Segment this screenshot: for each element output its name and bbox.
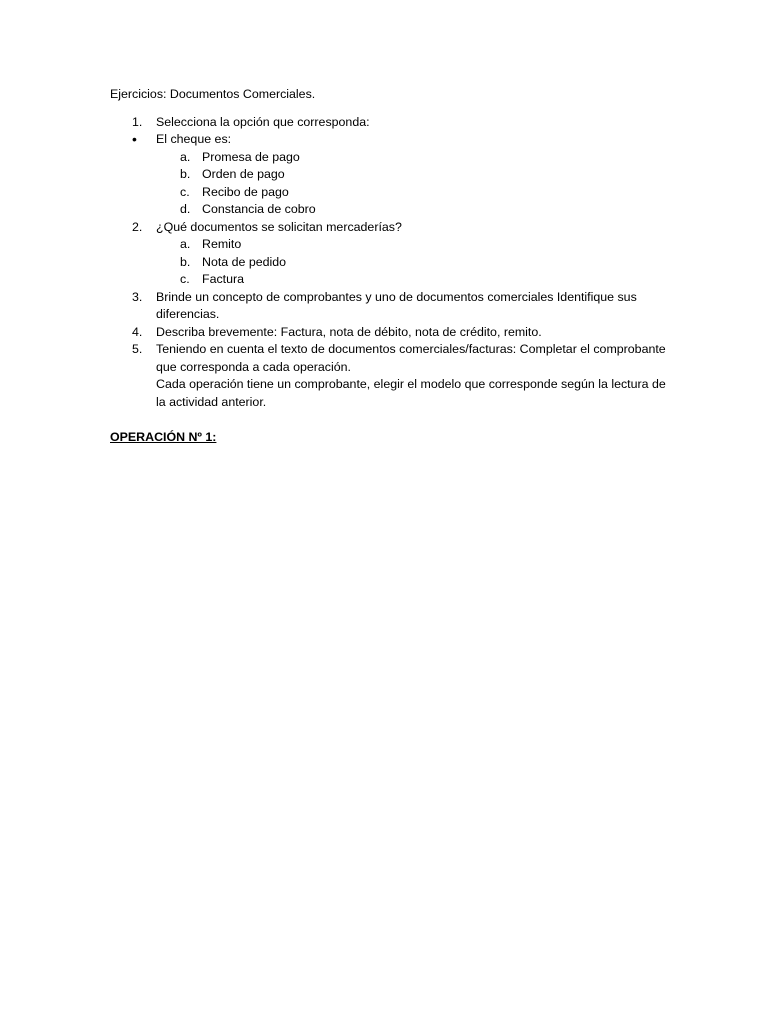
- list-item-text: Remito: [202, 237, 242, 251]
- list-item-text: ¿Qué documentos se solicitan mercaderías?: [156, 219, 402, 234]
- list-marker: 4.: [132, 324, 143, 339]
- list-marker: b.: [180, 254, 191, 269]
- document-title: Ejercicios: Documentos Comerciales.: [110, 87, 316, 101]
- sub-item-a: [110, 236, 670, 254]
- list-item-text: Factura: [202, 272, 245, 286]
- sub-item-d: [110, 201, 670, 219]
- list-item-text: Constancia de cobro: [202, 202, 316, 216]
- list-item-5: [110, 341, 670, 411]
- list-marker: b.: [180, 167, 191, 181]
- list-item-text: Describa brevemente: Factura, nota de débito, nota de crédito, remito.: [156, 324, 542, 339]
- bullet-icon: •: [132, 131, 137, 147]
- list-marker: 2.: [132, 219, 143, 234]
- list-marker: 5.: [132, 342, 143, 356]
- list-marker: 1.: [132, 114, 143, 129]
- sub-item-c: [110, 271, 670, 289]
- list-item-text: Orden de pago: [202, 167, 285, 181]
- bullet-item: [110, 131, 670, 149]
- sub-item-a: [110, 149, 670, 167]
- list-item-text: El cheque es:: [156, 132, 232, 146]
- list-item-text: Nota de pedido: [202, 254, 287, 269]
- list-marker: c.: [180, 272, 190, 286]
- sub-item-c: [110, 184, 670, 202]
- list-item-text: Teniendo en cuenta el texto de documentos comerciales/facturas: Completar el comprobante que corresponda a cada operación.: [156, 342, 666, 374]
- operation-heading: OPERACIÓN Nº 1:: [110, 430, 217, 444]
- list-marker: d.: [180, 202, 191, 216]
- list-item-text: Promesa de pago: [202, 149, 300, 164]
- list-item-text: Brinde un concepto de comprobantes y uno de documentos comerciales Identifique sus diferencias.: [156, 289, 637, 321]
- list-item-1: [110, 114, 670, 132]
- list-item-text: Recibo de pago: [202, 184, 289, 199]
- list-marker: a.: [180, 149, 191, 164]
- sub-item-b: [110, 166, 670, 184]
- list-marker: c.: [180, 184, 190, 199]
- list-item-text: Selecciona la opción que corresponda:: [156, 114, 370, 129]
- list-item-3: [110, 289, 670, 324]
- list-item-4: [110, 324, 670, 342]
- document-page: [110, 86, 670, 447]
- list-marker: 3.: [132, 289, 143, 304]
- list-item-2: [110, 219, 670, 237]
- list-item-text-continued: Cada operación tiene un comprobante, elegir el modelo que corresponde según la lectura de la actividad anterior.: [156, 377, 666, 409]
- sub-item-b: [110, 254, 670, 272]
- list-marker: a.: [180, 237, 191, 251]
